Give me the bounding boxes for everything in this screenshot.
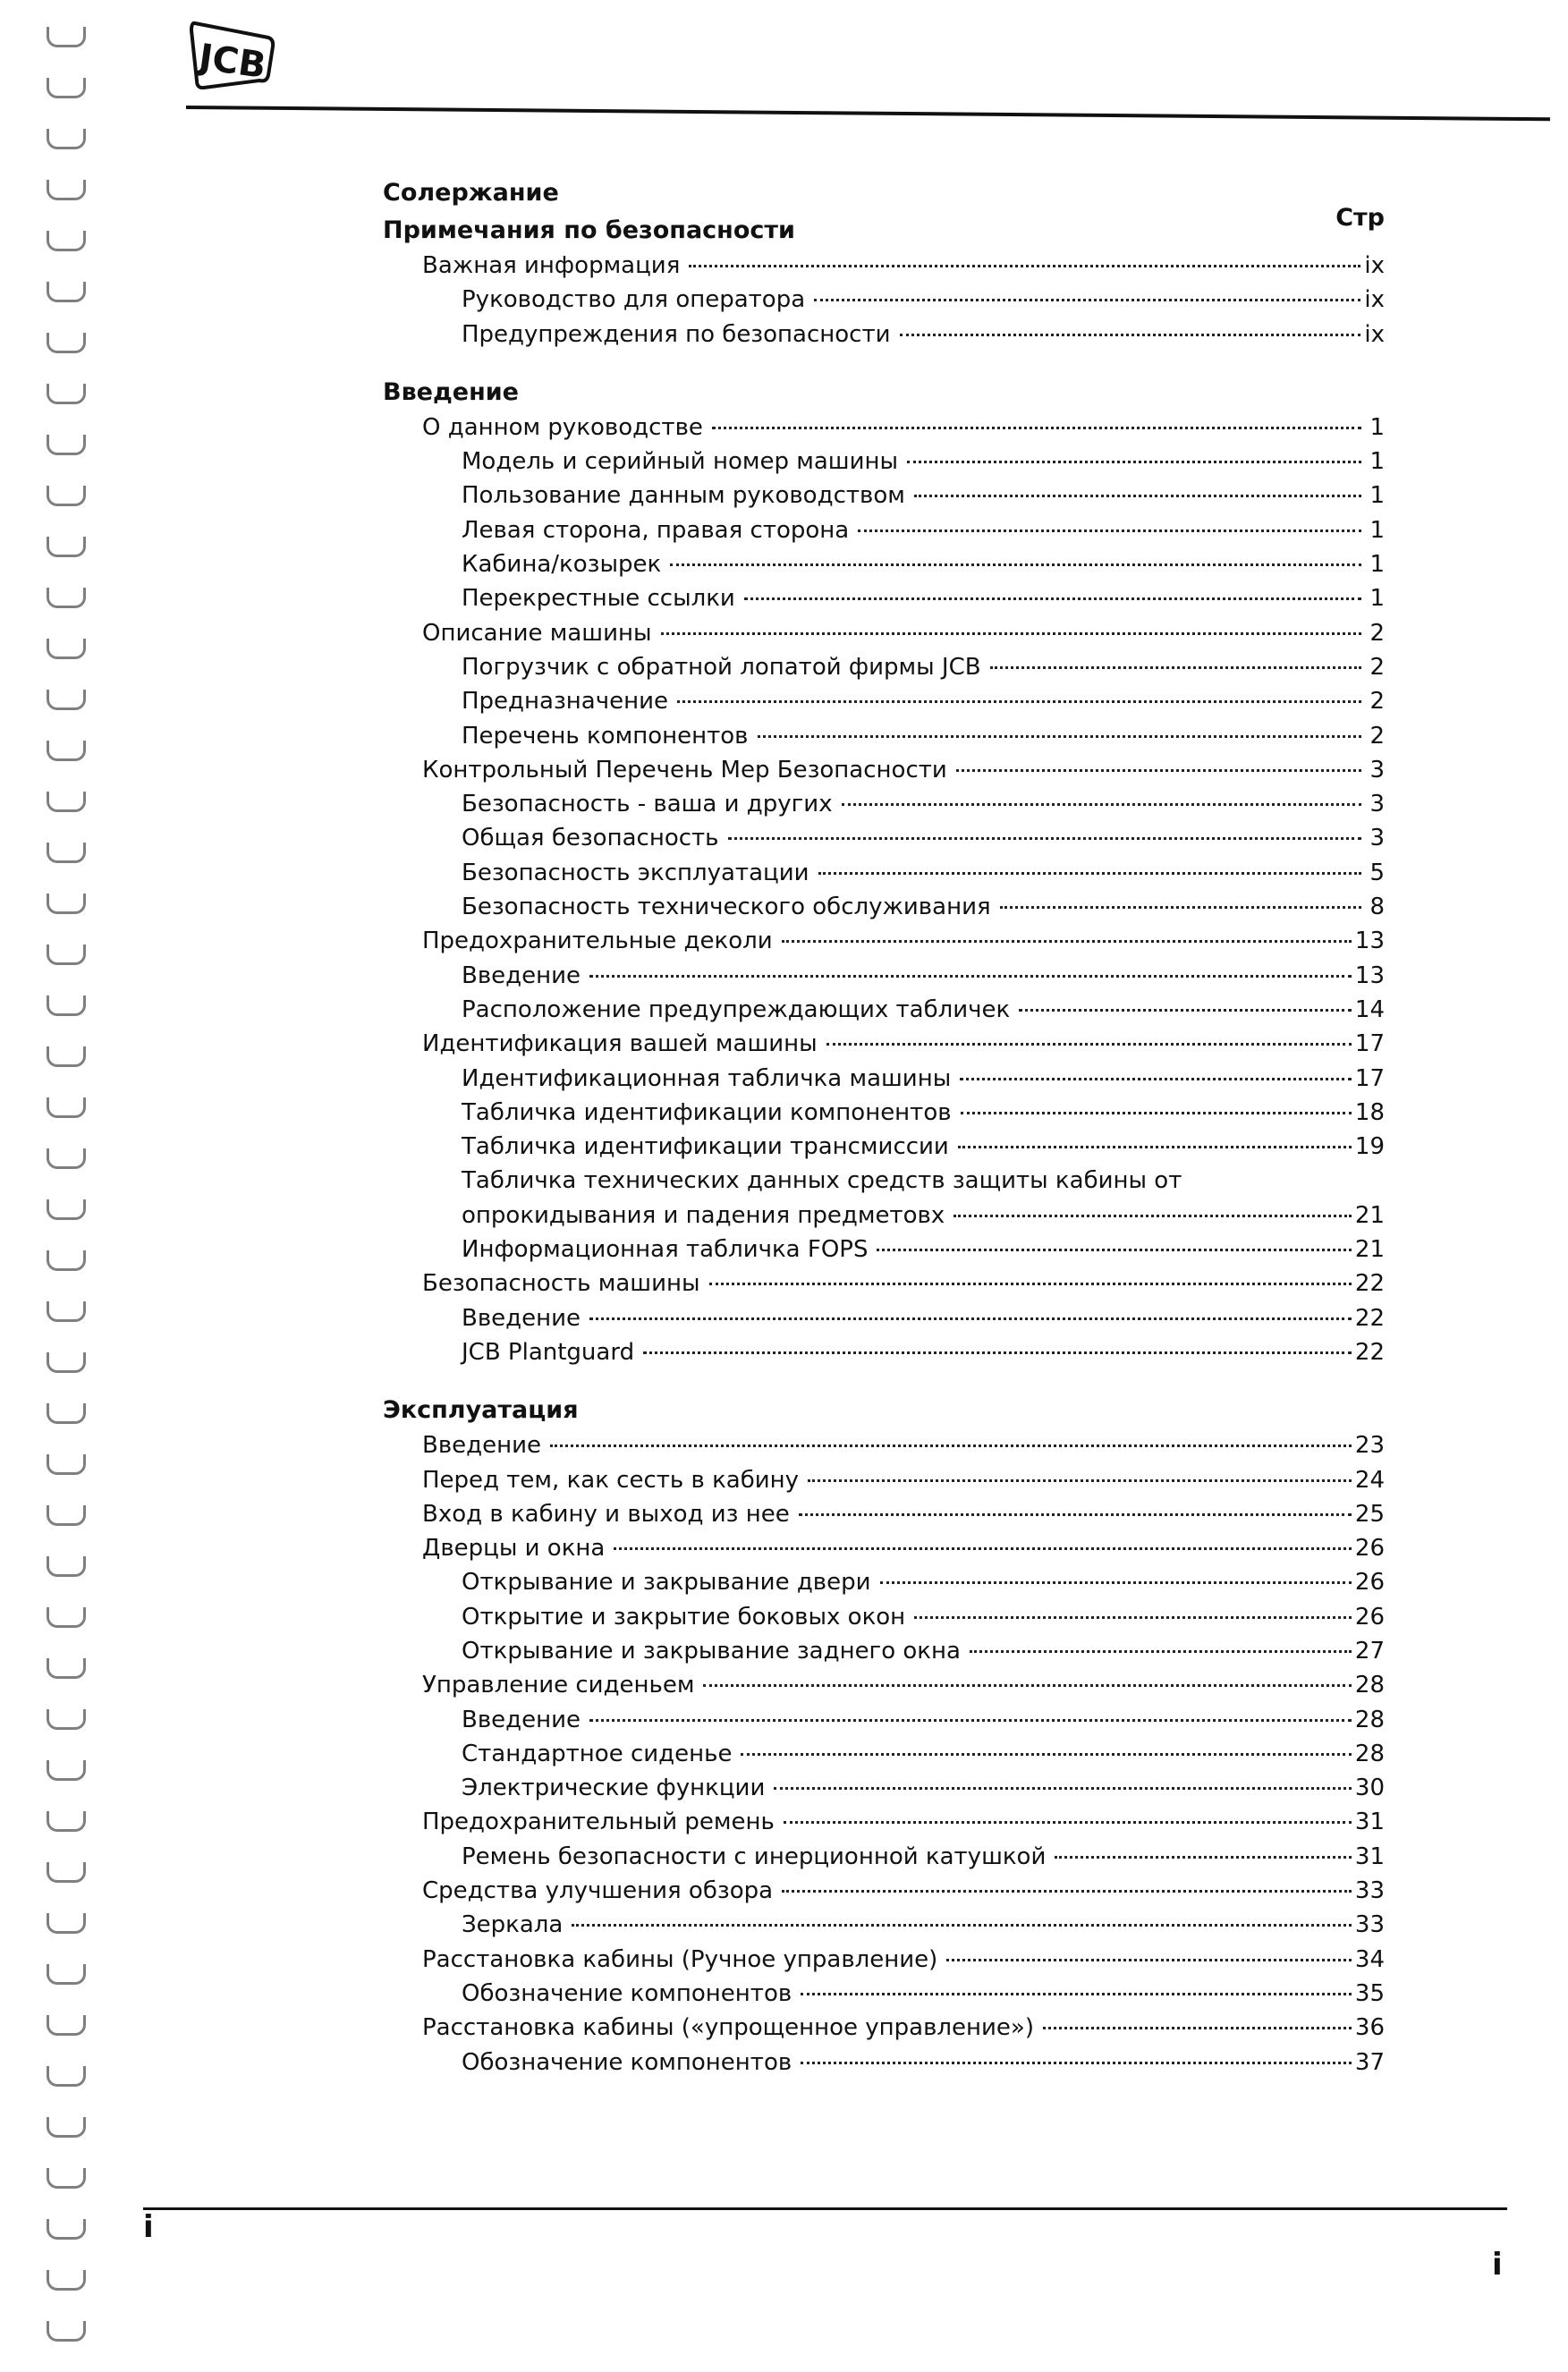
dot-leader (842, 803, 1361, 806)
toc-entry-text: Обозначение компонентов (462, 2048, 792, 2076)
svg-text:JCB: JCB (196, 37, 269, 87)
toc-entry-page: 28 (1354, 1672, 1385, 1699)
toc-entry-page: ix (1364, 286, 1385, 314)
binding-hole (47, 333, 86, 353)
toc-entry[interactable] (383, 1874, 1385, 1908)
toc-entry-page: 13 (1354, 928, 1385, 955)
table-of-contents (383, 179, 1385, 2080)
toc-entry-page: 22 (1354, 1270, 1385, 1298)
toc-entry-text: Руководство для оператора (462, 286, 806, 314)
page-number-left: i (143, 2209, 154, 2245)
toc-entry-text: JCB Plantguard (462, 1338, 635, 1366)
toc-entry-page: 2 (1369, 688, 1385, 716)
dot-leader (744, 597, 1361, 600)
toc-entry-text: Описание машины (422, 619, 652, 647)
toc-entry-page: 26 (1354, 1535, 1385, 1563)
toc-entry[interactable] (383, 1027, 1385, 1061)
toc-entry-text: Предохранительный ремень (422, 1809, 775, 1836)
toc-entry[interactable] (383, 1335, 1385, 1369)
toc-entry-text: опрокидывания и падения предметовх (462, 1201, 945, 1229)
toc-body (383, 213, 1385, 2080)
binding-hole (47, 894, 86, 914)
binding-hole (47, 792, 86, 812)
toc-entry[interactable] (383, 1531, 1385, 1565)
toc-entry[interactable] (383, 890, 1385, 924)
dot-leader (826, 1043, 1352, 1046)
toc-entry[interactable] (383, 959, 1385, 993)
toc-entry[interactable] (383, 1943, 1385, 1977)
dot-leader (670, 563, 1361, 566)
binding-hole (47, 2015, 86, 2036)
toc-entry-text: Информационная табличка FOPS (462, 1236, 869, 1264)
toc-entry-text: Безопасность - ваша и других (462, 791, 833, 818)
dot-leader (728, 837, 1362, 840)
binding-hole (47, 1148, 86, 1169)
binding-hole (47, 1454, 86, 1475)
toc-entry-text: Безопасность эксплуатации (462, 859, 809, 886)
binding-hole (47, 741, 86, 761)
toc-entry-page: 23 (1354, 1432, 1385, 1460)
toc-entry-page: 31 (1354, 1809, 1385, 1836)
toc-entry[interactable] (383, 283, 1385, 317)
binding-hole (47, 129, 86, 149)
toc-entry-page: 22 (1354, 1304, 1385, 1332)
toc-entry-page: 14 (1354, 995, 1385, 1023)
toc-entry-page: 36 (1354, 2014, 1385, 2042)
binding-hole (47, 1352, 86, 1373)
toc-entry[interactable] (383, 993, 1385, 1027)
toc-entry-page: 3 (1369, 791, 1385, 818)
toc-entry-text: Зеркала (462, 1911, 564, 1939)
toc-entry-text: Введение (462, 1706, 581, 1733)
toc-entry-page: 27 (1354, 1637, 1385, 1665)
binding-hole (47, 690, 86, 710)
toc-entry[interactable] (383, 924, 1385, 958)
header-rule (186, 106, 1550, 121)
toc-entry[interactable] (383, 1634, 1385, 1668)
dot-leader (958, 1146, 1352, 1148)
toc-entry-text: Вход в кабину и выход из нее (422, 1500, 790, 1528)
binding-hole (47, 180, 86, 200)
binding-hole (47, 1607, 86, 1628)
toc-entry[interactable] (383, 650, 1385, 684)
toc-entry-page: 30 (1354, 1775, 1385, 1802)
toc-entry-text: Табличка идентификации трансмиссии (462, 1133, 949, 1161)
binding-hole (47, 486, 86, 506)
dot-leader (946, 1959, 1352, 1961)
binding-hole (47, 435, 86, 455)
dot-leader (589, 1719, 1352, 1722)
binding-hole (47, 27, 86, 47)
binding-hole (47, 78, 86, 98)
toc-entry-text: Расстановка кабины («упрощенное управление») (422, 2014, 1034, 2042)
dot-leader (643, 1351, 1352, 1354)
dot-leader (914, 495, 1361, 497)
binding-hole (47, 995, 86, 1016)
binding-hole (47, 945, 86, 965)
binding-hole (47, 843, 86, 863)
toc-entry[interactable] (383, 547, 1385, 581)
toc-entry[interactable] (383, 1565, 1385, 1599)
toc-entry-page: 5 (1369, 859, 1385, 886)
dot-leader (550, 1444, 1352, 1447)
binding-hole (47, 2168, 86, 2189)
dot-leader (801, 1993, 1352, 1995)
toc-entry-page: 24 (1354, 1466, 1385, 1494)
toc-entry[interactable] (383, 1428, 1385, 1462)
toc-entry-page: 3 (1369, 825, 1385, 852)
dot-leader (961, 1112, 1352, 1114)
toc-entry-page: 33 (1354, 1877, 1385, 1905)
toc-entry-page: 31 (1354, 1843, 1385, 1870)
toc-entry[interactable] (383, 513, 1385, 547)
toc-entry-page: ix (1364, 252, 1385, 279)
binding-hole (47, 2219, 86, 2240)
toc-entry-text: Пользование данным руководством (462, 482, 905, 510)
toc-entry[interactable] (383, 2011, 1385, 2045)
toc-entry-text: Средства улучшения обзора (422, 1877, 774, 1905)
toc-entry-page: 19 (1354, 1133, 1385, 1161)
dot-leader (914, 1616, 1352, 1619)
binding-hole (47, 1097, 86, 1118)
toc-entry-text: Ремень безопасности с инерционной катушкой (462, 1843, 1047, 1870)
toc-entry[interactable] (383, 1096, 1385, 1130)
toc-entry-page: 25 (1354, 1500, 1385, 1528)
toc-entry-page: 1 (1369, 448, 1385, 476)
toc-entry-text: Предохранительные деколи (422, 928, 773, 955)
dot-leader (818, 872, 1361, 875)
binding-hole (47, 384, 86, 404)
dot-leader (808, 1479, 1352, 1482)
dot-leader (858, 529, 1361, 532)
toc-entry-text: Дверцы и окна (422, 1535, 606, 1563)
toc-entry-page: 18 (1354, 1098, 1385, 1126)
toc-entry-text: Введение (462, 962, 581, 989)
toc-entry-text: Стандартное сиденье (462, 1740, 733, 1767)
toc-entry[interactable] (383, 2046, 1385, 2080)
toc-entry[interactable] (383, 787, 1385, 821)
toc-entry[interactable] (383, 719, 1385, 753)
toc-entry-page: 21 (1354, 1236, 1385, 1264)
toc-entry (383, 1164, 1385, 1198)
binding-hole (47, 1811, 86, 1832)
toc-entry-continuation (383, 1199, 1385, 1233)
toc-entry-text: Обозначение компонентов (462, 1979, 792, 2007)
dot-leader (782, 1890, 1352, 1893)
toc-entry-page: 37 (1354, 2048, 1385, 2076)
toc-entry-page: 21 (1354, 1201, 1385, 1229)
dot-leader (572, 1924, 1352, 1927)
toc-entry-page: 26 (1354, 1569, 1385, 1597)
toc-entry-page: 1 (1369, 413, 1385, 441)
binding-hole (47, 2066, 86, 2087)
toc-entry[interactable] (383, 1840, 1385, 1874)
toc-entry-text: Предназначение (462, 688, 668, 716)
binding-hole (47, 1556, 86, 1577)
page-number-right: i (1492, 2247, 1503, 2283)
toc-entry[interactable] (383, 1600, 1385, 1634)
toc-entry-text: Важная информация (422, 252, 681, 279)
toc-entry[interactable] (383, 856, 1385, 890)
dot-leader (677, 700, 1361, 703)
toc-entry-text: Контрольный Перечень Мер Безопасности (422, 756, 947, 784)
toc-entry[interactable] (383, 684, 1385, 718)
dot-leader (1019, 1009, 1352, 1012)
toc-entry[interactable] (383, 753, 1385, 787)
binding-hole (47, 1250, 86, 1271)
toc-entry-text: Общая безопасность (462, 825, 719, 852)
section-heading: Введение (383, 377, 519, 406)
dot-leader (741, 1753, 1351, 1756)
toc-entry-page: 2 (1369, 653, 1385, 681)
toc-entry-text: Безопасность технического обслуживания (462, 894, 991, 921)
dot-leader (689, 265, 1360, 267)
toc-entry-page: 17 (1354, 1030, 1385, 1058)
toc-entry-text: Перекрестные ссылки (462, 585, 735, 613)
dot-leader (661, 632, 1361, 635)
toc-entry[interactable] (383, 1463, 1385, 1497)
toc-entry-page: 22 (1354, 1338, 1385, 1366)
dot-leader (954, 1215, 1352, 1217)
toc-entry-text: Табличка идентификации компонентов (462, 1098, 952, 1126)
toc-entry[interactable] (383, 411, 1385, 445)
toc-entry-text: Открытие и закрытие боковых окон (462, 1603, 906, 1631)
footer-rule (143, 2207, 1507, 2210)
toc-entry-page: 2 (1369, 619, 1385, 647)
toc-entry-page: 8 (1369, 894, 1385, 921)
page-column-header: Стр (1335, 204, 1385, 232)
toc-entry[interactable] (383, 1497, 1385, 1531)
section-heading: Примечания по безопасности (383, 216, 795, 244)
binding-hole (47, 2117, 86, 2138)
dot-leader (614, 1547, 1352, 1550)
toc-entry-text: О данном руководстве (422, 413, 703, 441)
binding-hole (47, 231, 86, 251)
binding-hole (47, 1913, 86, 1934)
binding-hole (47, 1760, 86, 1781)
toc-entry-page: 35 (1354, 1979, 1385, 2007)
toc-entry-page: ix (1364, 320, 1385, 348)
binding-hole (47, 1862, 86, 1883)
dot-leader (774, 1787, 1352, 1790)
toc-entry[interactable] (383, 1130, 1385, 1164)
toc-entry[interactable] (383, 1668, 1385, 1702)
toc-entry[interactable] (383, 1737, 1385, 1771)
toc-entry-text: Погрузчик с обратной лопатой фирмы JCB (462, 653, 981, 681)
binding-hole (47, 1046, 86, 1067)
toc-entry-text: Расстановка кабины (Ручное управление) (422, 1945, 938, 1973)
binding-hole (47, 639, 86, 659)
toc-entry-text: Введение (462, 1304, 581, 1332)
dot-leader (956, 769, 1361, 772)
toc-entry-text: Табличка технических данных средств защиты кабины от (462, 1167, 1182, 1195)
toc-entry-text: Предупреждения по безопасности (462, 320, 891, 348)
dot-leader (801, 2062, 1352, 2064)
toc-entry[interactable] (383, 1771, 1385, 1805)
toc-entry-text: Модель и серийный номер машины (462, 448, 899, 476)
dot-leader (900, 334, 1361, 336)
dot-leader (990, 666, 1361, 669)
toc-entry[interactable] (383, 616, 1385, 650)
toc-entry-page: 13 (1354, 962, 1385, 989)
toc-entry[interactable] (383, 1977, 1385, 2011)
toc-entry[interactable] (383, 1233, 1385, 1266)
toc-entry-page: 28 (1354, 1706, 1385, 1733)
toc-entry-text: Идентификация вашей машины (422, 1030, 818, 1058)
toc-entry-text: Идентификационная табличка машины (462, 1064, 952, 1092)
toc-entry[interactable] (383, 1301, 1385, 1335)
toc-entry[interactable] (383, 1908, 1385, 1942)
toc-entry-page: 1 (1369, 585, 1385, 613)
binding-hole (47, 2270, 86, 2291)
binding-hole (47, 1709, 86, 1730)
toc-title: Солержание (383, 179, 559, 207)
dot-leader (907, 461, 1361, 463)
dot-leader (960, 1078, 1352, 1080)
dot-leader (782, 940, 1352, 943)
toc-entry[interactable] (383, 581, 1385, 615)
dot-leader (970, 1650, 1352, 1653)
toc-entry-text: Расположение предупреждающих табличек (462, 995, 1011, 1023)
binding-hole (47, 1658, 86, 1679)
toc-entry-page: 34 (1354, 1945, 1385, 1973)
toc-entry-text: Левая сторона, правая сторона (462, 516, 850, 544)
toc-entry[interactable] (383, 1805, 1385, 1839)
binding-hole (47, 1301, 86, 1322)
toc-entry-page: 1 (1369, 551, 1385, 579)
toc-entry-text: Перед тем, как сесть в кабину (422, 1466, 800, 1494)
toc-entry[interactable] (383, 249, 1385, 283)
toc-entry-page: 3 (1369, 756, 1385, 784)
toc-entry-page: 28 (1354, 1740, 1385, 1767)
dot-leader (1055, 1856, 1352, 1859)
toc-entry-text: Открывание и закрывание двери (462, 1569, 871, 1597)
dot-leader (799, 1513, 1352, 1516)
toc-entry-page: 1 (1369, 516, 1385, 544)
dot-leader (877, 1249, 1351, 1251)
toc-entry-page: 26 (1354, 1603, 1385, 1631)
toc-entry[interactable] (383, 1062, 1385, 1096)
toc-entry-text: Кабина/козырек (462, 551, 662, 579)
toc-entry-page: 33 (1354, 1911, 1385, 1939)
toc-entry-page: 1 (1369, 482, 1385, 510)
binding-hole (47, 1505, 86, 1526)
toc-entry-page: 2 (1369, 722, 1385, 750)
toc-entry-text: Управление сиденьем (422, 1672, 695, 1699)
toc-entry-text: Перечень компонентов (462, 722, 749, 750)
dot-leader (712, 427, 1361, 429)
binding-hole (47, 588, 86, 608)
toc-entry[interactable] (383, 318, 1385, 352)
dot-leader (709, 1283, 1352, 1285)
dot-leader (784, 1821, 1352, 1824)
toc-entry-text: Безопасность машины (422, 1270, 700, 1298)
binding-hole (47, 2321, 86, 2342)
toc-entry-page: 17 (1354, 1064, 1385, 1092)
binding-hole (47, 282, 86, 302)
dot-leader (589, 1317, 1352, 1320)
toc-entry[interactable] (383, 821, 1385, 855)
binding-hole (47, 537, 86, 557)
toc-entry-text: Открывание и закрывание заднего окна (462, 1637, 961, 1665)
toc-entry-text: Электрические функции (462, 1775, 766, 1802)
section-heading: Эксплуатация (383, 1396, 579, 1425)
toc-entry[interactable] (383, 479, 1385, 513)
toc-entry-text: Введение (422, 1432, 542, 1460)
dot-leader (1000, 906, 1361, 909)
jcb-logo (190, 16, 275, 89)
binding-hole (47, 1403, 86, 1424)
dot-leader (758, 735, 1362, 738)
binding-hole (47, 1964, 86, 1985)
toc-entry[interactable] (383, 1703, 1385, 1737)
dot-leader (1043, 2027, 1352, 2029)
dot-leader (880, 1581, 1352, 1584)
dot-leader (589, 975, 1352, 978)
toc-entry[interactable] (383, 1266, 1385, 1300)
binding-hole (47, 1199, 86, 1220)
toc-entry[interactable] (383, 445, 1385, 479)
dot-leader (703, 1684, 1351, 1687)
dot-leader (814, 299, 1360, 301)
spiral-binding-holes (47, 27, 91, 2372)
